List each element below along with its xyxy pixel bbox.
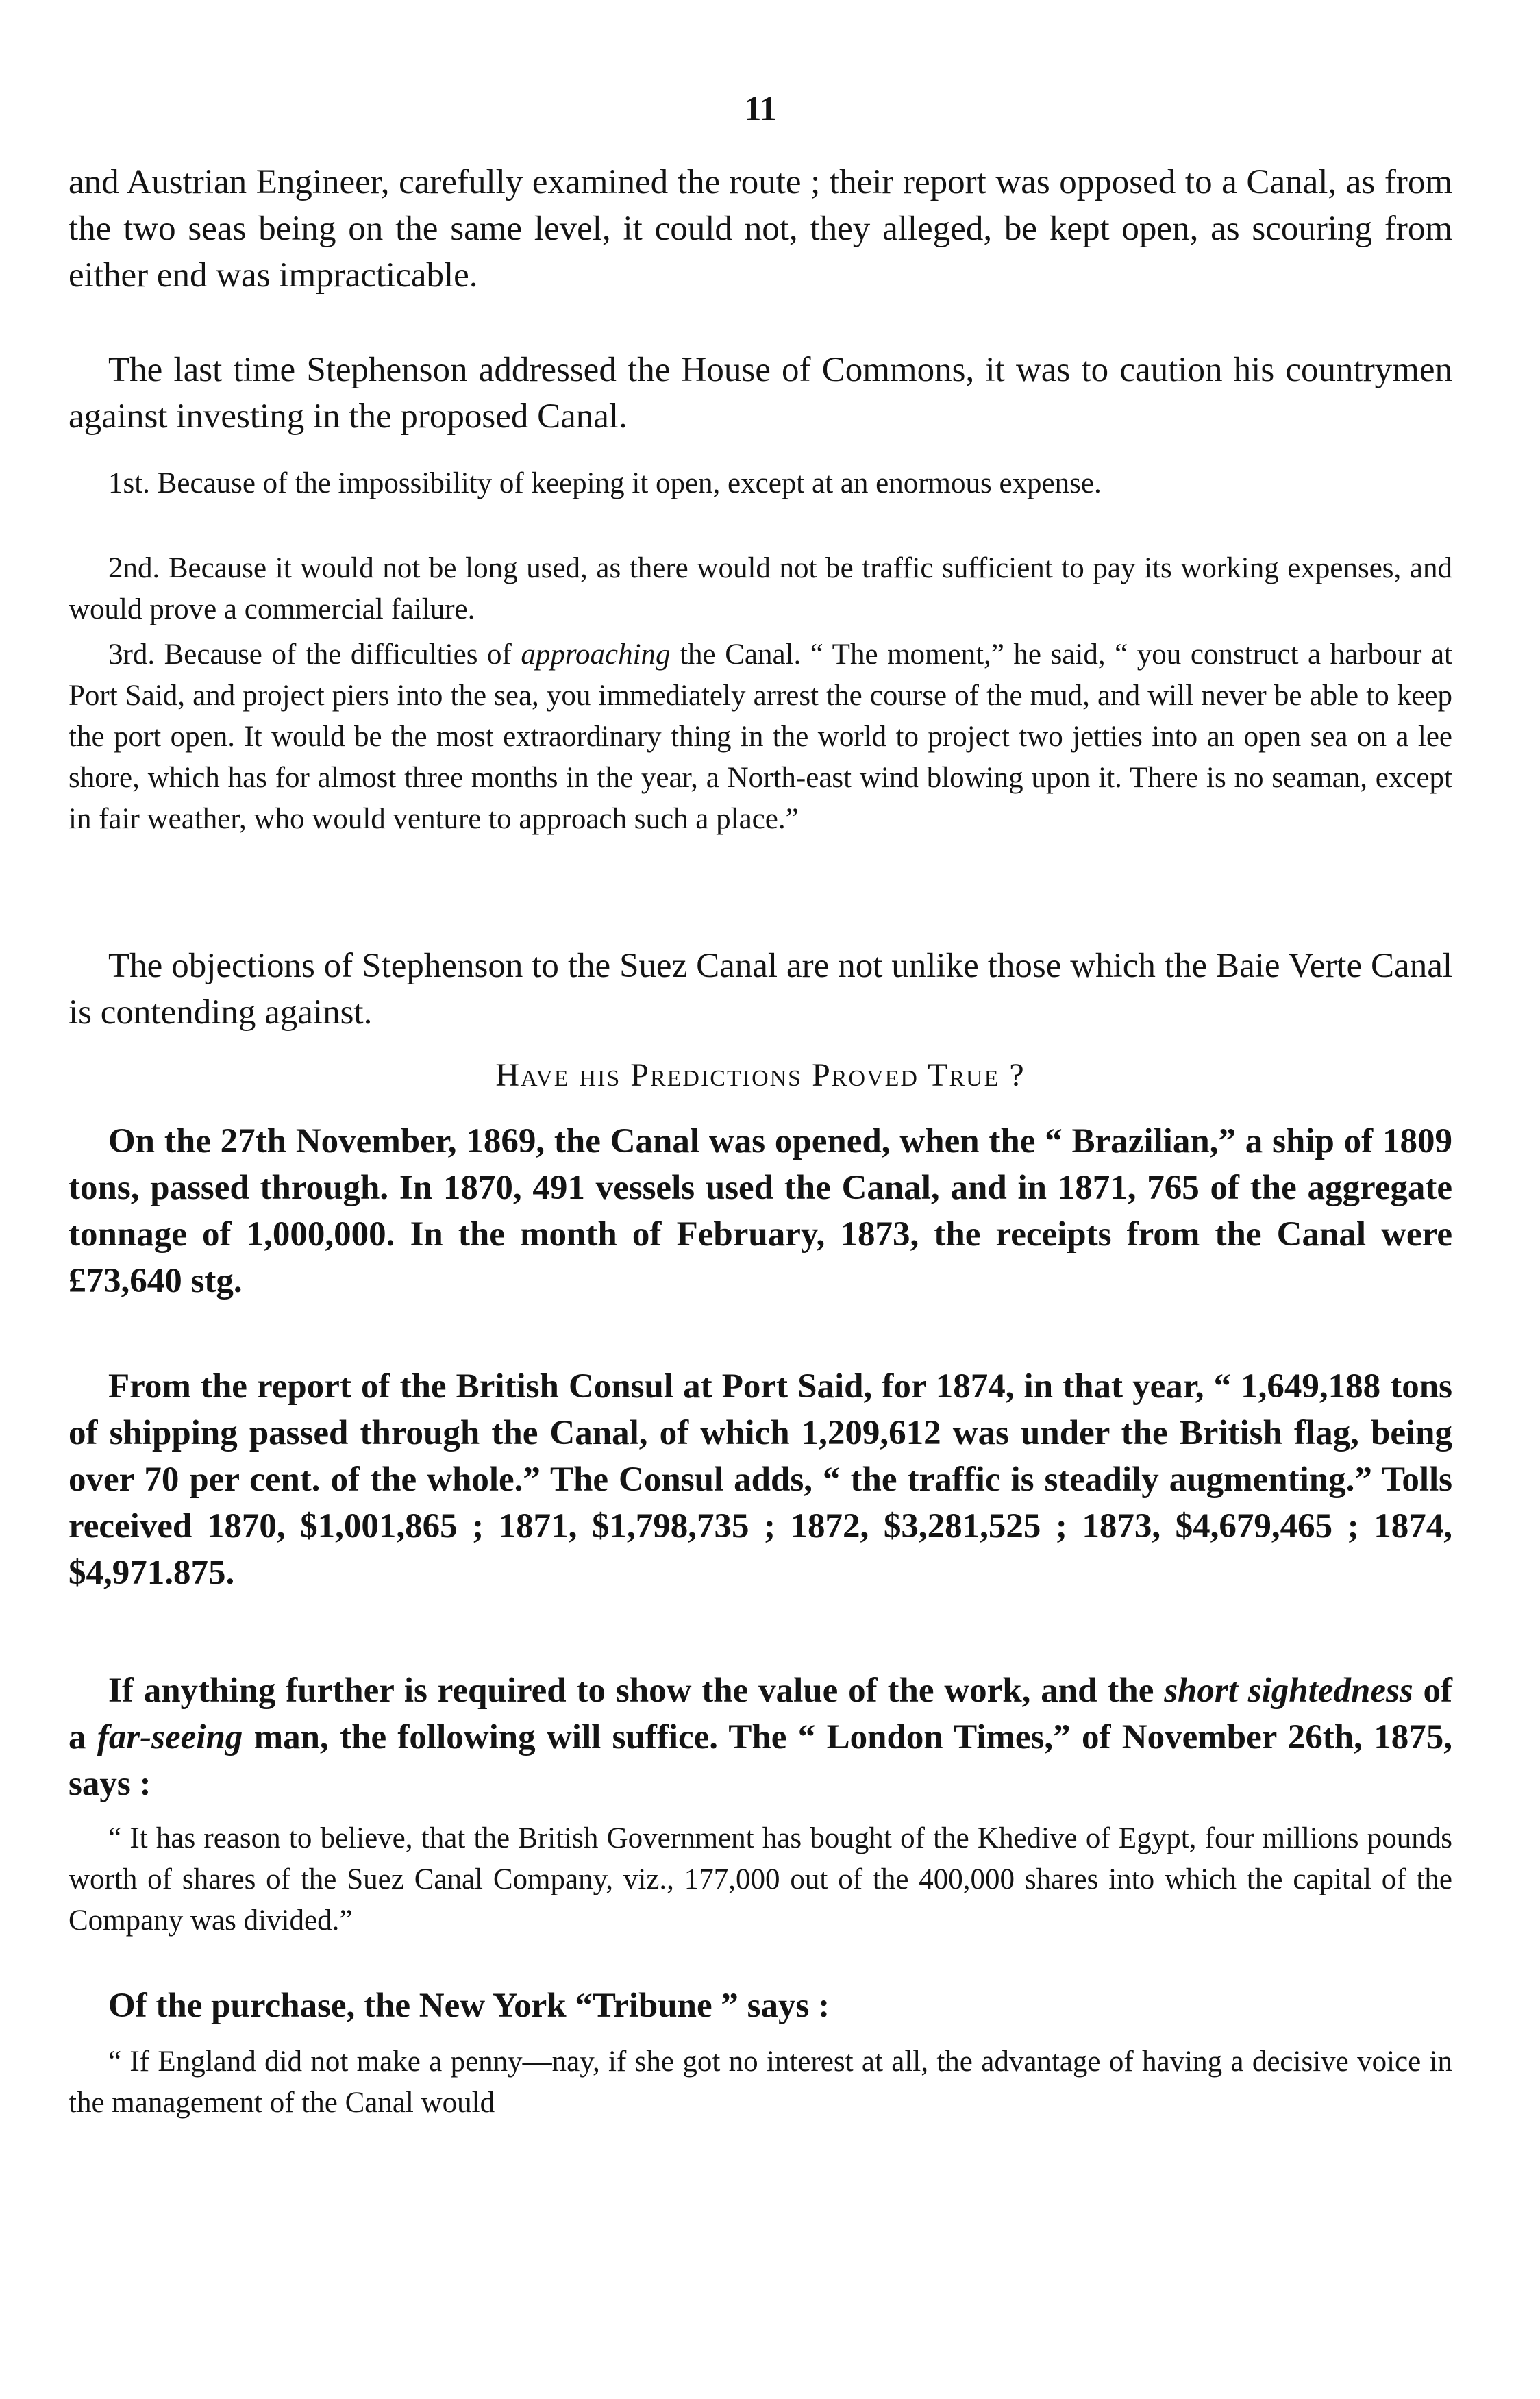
tribune-paragraph: Of the purchase, the New York “Tribune ” says : xyxy=(108,1987,830,2025)
london-times-quote: “ It has reason to believe, that the British Government has bought of the Khedive of Egypt, four millions pounds worth of shares of the Suez Canal Company, viz., 177,000 out of the 400,000 shares into which the capital of the Company was divided.” xyxy=(69,1822,1452,1937)
stephenson-paragraph: The last time Stephenson addressed the House of Commons, it was to caution his countrymen against investing in the proposed Canal. xyxy=(69,351,1452,436)
section-heading: Have his Predictions Proved True ? xyxy=(495,1057,1026,1093)
tribune-quote: “ If England did not make a penny—nay, if she got no interest at all, the advantage of having a decisive voice in the management of the Canal would xyxy=(69,2046,1452,2119)
further-value-paragraph: If anything further is required to show the value of the work, and the short sightedness of a far-seeing man, the following will suffice. The “ London Times,” of November 26th, 1875, says : xyxy=(69,1671,1453,1803)
second-objection-paragraph: 2nd. Because it would not be long used, as there would not be traffic sufficient to pay its working expenses, and would prove a commercial failure. xyxy=(69,552,1452,625)
first-objection-paragraph: 1st. Because of the impossibility of keeping it open, except at an enormous expense. xyxy=(108,467,1102,499)
engineer-report-paragraph: and Austrian Engineer, carefully examined the route ; their report was opposed to a Canal, as from the two seas being on the same level, it could not, they alleged, be kept open, as scouring from either end was impracticable. xyxy=(69,163,1452,295)
objections-paragraph: The objections of Stephenson to the Suez Canal are not unlike those which the Baie Verte Canal is contending against. xyxy=(69,947,1452,1032)
third-objection-paragraph: 3rd. Because of the difficulties of approaching the Canal. “ The moment,” he said, “ you construct a harbour at Port Said, and project piers into the sea, you immediately arrest the course of the mud, and will never be able to keep the port open. It would be the most extraordinary thing in the world to project two jetties into an open sea on a lee shore, which has for almost three months in the year, a North-east wind blowing upon it. There is no seaman, except in fair weather, who would venture to approach such a place.” xyxy=(69,638,1452,835)
page-number: 11 xyxy=(744,89,777,127)
canal-opened-paragraph: On the 27th November, 1869, the Canal was opened, when the “ Brazilian,” a ship of 1809 tons, passed through. In 1870, 491 vessels used the Canal, and in 1871, 765 of the aggregate tonnage of 1,000,000. In the month of February, 1873, the receipts from the Canal were £73,640 stg. xyxy=(69,1122,1452,1300)
consul-report-paragraph: From the report of the British Consul at Port Said, for 1874, in that year, “ 1,649,188 tons of shipping passed through the Canal, of which 1,209,612 was under the British flag, being over 70 per cent. of the whole.” The Consul adds, “ the traffic is steadily augmenting.” Tolls received 1870, $1,001,865 ; 1871, $1,798,735 ; 1872, $3,281,525 ; 1873, $4,679,465 ; 1874, $4,971.875. xyxy=(69,1367,1452,1592)
